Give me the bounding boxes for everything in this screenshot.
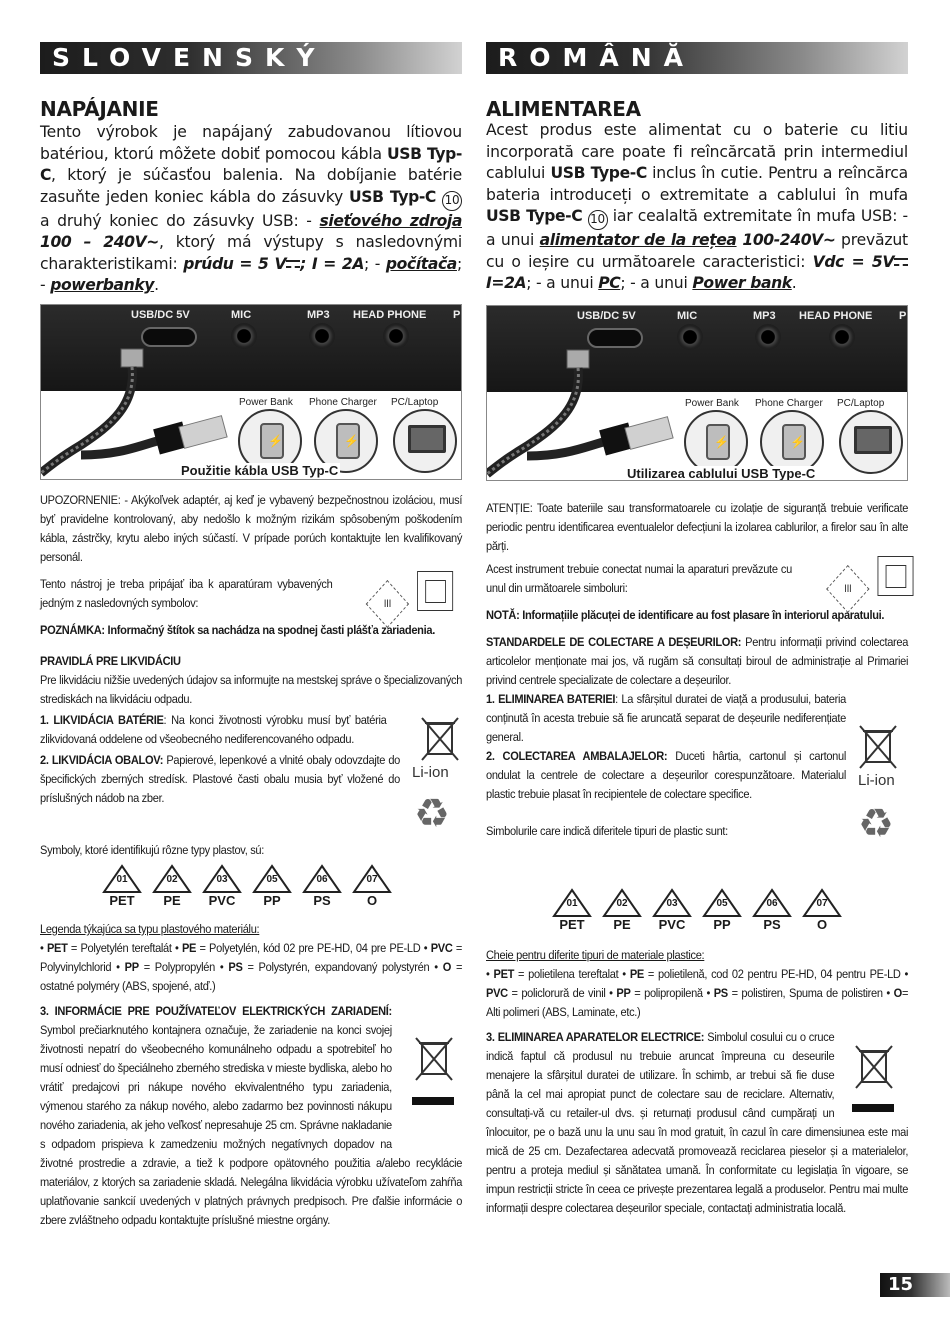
plastic-code-o: 07 O — [352, 864, 392, 908]
port-label: MP3 — [753, 309, 776, 322]
class-2-icon — [878, 556, 914, 596]
port-label: USB/DC 5V — [131, 308, 190, 321]
port-label: MIC — [677, 309, 698, 322]
battery-text: 1. LIKVIDÁCIA BATÉRIE: Na konci životnosti výrobku musí byť batéria zlikvidovaná oddelene od všeobecného nediferencovaného odpadu. — [40, 712, 387, 746]
port-number-badge: 10 — [588, 210, 608, 230]
class-2-icon — [417, 571, 453, 611]
device-label: Phone Charger — [755, 397, 823, 409]
legend-weee-text — [486, 946, 908, 1218]
legend-weee-text — [40, 920, 462, 1230]
crossed-bin-icon — [856, 722, 900, 772]
language-header: ROMÂNĂ — [486, 42, 908, 74]
battery-packaging-row — [486, 690, 908, 826]
crossed-bin-icon — [418, 714, 462, 764]
plastic-intro: Simbolurile care indică diferitele tipuri de plastic sunt: — [486, 823, 728, 838]
plastic-code-pvc: 03 PVC — [202, 864, 242, 908]
weee-bar — [852, 1104, 894, 1112]
section-title: NAPÁJANIE — [40, 97, 159, 121]
recycle-icon: ♻ — [858, 802, 894, 846]
device-label: Power Bank — [239, 396, 293, 408]
class-3-icon: III — [366, 579, 409, 627]
plastic-code-pp: 05 PP — [252, 864, 292, 908]
phone-charger-icon: ⚡ — [314, 409, 378, 473]
warning-text: ATENȚIE: Toate bateriile sau transformatoarele cu izolație de siguranță trebuie verificate periodic pentru identificarea eventualelor defecțiuni la izolarea cablurilor, a firelor sau în alte părți. — [486, 500, 909, 553]
power-intro: Tento výrobok je napájaný zabudovanou lítiovou batériou, ktorú môžete dobiť pomocou kábla USB Typ-C, ktorý je súčasťou balenia. Na dobíjanie batérie zasuňte jeden koniec kábla do zásuvky USB Typ-C 10 a druhý koniec do zásuvky USB: - sieťového zdroja 100 – 240V~, ktorý má výstupy s nasledovnými charakteristikami: prúdu = 5 V ; I = 2A; - počítača; - powerbanky. — [40, 123, 462, 294]
body-text — [40, 491, 462, 860]
plastic-code-o: 07 O — [802, 888, 842, 932]
weee-bin-icon — [412, 1034, 456, 1084]
device-label: Power Bank — [685, 397, 739, 409]
dc-symbol — [286, 260, 300, 268]
photo-caption: Utilizarea cablului USB Type-C — [627, 465, 816, 481]
plastic-code-ps: 06 PS — [752, 888, 792, 932]
battery-packaging-row — [40, 711, 462, 847]
port-label: MP3 — [307, 308, 330, 321]
port-label: P — [899, 309, 907, 322]
connect-row — [486, 560, 908, 598]
plastic-code-pet: 01 PET — [102, 864, 142, 908]
connect-row — [40, 575, 462, 613]
port-label: USB/DC 5V — [577, 309, 636, 322]
usb-c-cable-photo — [486, 305, 908, 481]
plastic-codes — [552, 888, 842, 932]
legend-text: • PET = polietilena tereftalat • PE = polietilenă, cod 02 pentru PE-HD, 04 pentru PE-LD • PVC = policlorură de vinil • PP = polipropilenă • PS = polistiren, Spuma de polistiren • O= Alti polimeri (ABS, Laminate, etc.) — [486, 967, 909, 1019]
connect-text: Acest instrument trebuie conectat numai la aparaturi prevăzute cu unul din următoarele simboluri: — [486, 561, 792, 595]
power-bank-icon: ⚡ — [684, 410, 748, 474]
phone-charger-icon: ⚡ — [760, 410, 824, 474]
dc-symbol — [894, 258, 908, 266]
recycle-icon: ♻ — [414, 792, 450, 836]
battery-text: 1. ELIMINAREA BATERIEI: La sfârșitul duratei de viață a produsului, bateria conținută în acesta trebuie să fie aruncată separat de deșeurile nediferențiate general. — [486, 691, 846, 744]
plastic-code-pe: 02 PE — [152, 864, 192, 908]
plastic-intro: Symboly, ktoré identifikujú rôzne typy plastov, sú: — [40, 842, 265, 857]
usb-c-cable-photo — [40, 304, 462, 480]
device-label: Phone Charger — [309, 396, 377, 408]
disposal-text: Pre likvidáciu nižšie uvedených údajov sa informujte na mestskej správe o špecializovaných strediskách na likvidáciu odpadu. — [40, 672, 463, 706]
plastic-code-pvc: 03 PVC — [652, 888, 692, 932]
plastic-code-ps: 06 PS — [302, 864, 342, 908]
weee-text: 3. INFORMÁCIE PRE POUŽÍVATEĽOV ELEKTRICKÝCH ZARIADENÍ: Symbol prečiarknutého kontajnera označuje, že zariadenie na konci svojej životnosti nepatrí do všeobecného komunálneho odpadu a spotrebiteľ ho musí odniesť do špeciálneho zberného strediska v mieste bydliska, alebo ho vrátiť predajcovi pri nákupe nového ekvivalentného typu zariadenia, výmenou starého za nákup nového, alebo zadarmo bez povinnosti nákupu nového zariadenia, ak jeho veľkosť nepresahuje 25 cm. Správne nakladanie s odpadom prispieva k zamedzeniu možných negatívnych dopadov na životné prostredie a zdravie, a tiež k podpore opätovného použitia a/alebo recyklácie materiálov, z ktorých sa zariadenie skladá. Nelegálna likvidácia výrobku užívateľom zahŕňa uplatňovanie sankcií uvedených v platných právnych predpisoch. Pre ďalšie informácie o zbere zvláštneho odpadu kontaktujte príslušné miestne orgány. — [40, 1004, 463, 1227]
plastic-code-pp: 05 PP — [702, 888, 742, 932]
class-3-icon: III — [826, 564, 869, 612]
port-label: HEAD PHONE — [799, 309, 873, 322]
port-label: HEAD PHONE — [353, 308, 427, 321]
weee-bar — [412, 1097, 454, 1105]
power-intro: Acest produs este alimentat cu o baterie cu litiu incorporată care poate fi reîncărcată prin intermediul cablului USB Type-C inclus în cutie. Pentru a reîncărca bateria introduceți o extremitate a cablului în mufa USB Type-C 10 iar cealaltă extremitate în mufa USB: - a unui alimentator de la rețea 100-240V~ prevăzut cu o ieșire cu următoarele caracteristici: Vdc = 5V I=2A; - a unui PC; - a unui Power bank. — [486, 121, 908, 292]
plastic-codes — [102, 864, 392, 908]
port-label: P — [453, 308, 461, 321]
disposal-text: STANDARDELE DE COLECTARE A DEȘEURILOR: Pentru informații privind colectarea articolelor menționate mai jos, vă rugăm să consultați biroul de administrație al Primariei privind centrele specializate de colectare a deșeurilor. — [486, 634, 909, 687]
port-label: MIC — [231, 308, 252, 321]
plastic-code-pe: 02 PE — [602, 888, 642, 932]
laptop-icon — [393, 409, 457, 473]
page-number: 15 — [880, 1273, 950, 1297]
legend-title: Legenda týkajúca sa typu plastového materiálu: — [40, 922, 260, 936]
photo-caption: Použitie kábla USB Typ-C — [181, 462, 339, 478]
power-bank-icon: ⚡ — [238, 409, 302, 473]
connect-text: Tento nástroj je treba pripájať iba k aparatúram vybavených jedným z nasledovných symbolov: — [40, 576, 333, 610]
packaging-text: 2. LIKVIDÁCIA OBALOV: Papierové, lepenkové a vlnité obaly odovzdajte do špecifických zberných stredísk. Plastové časti obalu musia byť vložené do príslušných nádob na zber. — [40, 752, 401, 805]
li-ion-label: Li-ion — [412, 764, 449, 781]
device-label: PC/Laptop — [837, 397, 885, 409]
port-number-badge: 10 — [442, 191, 462, 211]
plastic-code-pet: 01 PET — [552, 888, 592, 932]
note-text: POZNÁMKA: Informačný štítok sa nachádza na spodnej časti plášťa zariadenia. — [40, 622, 435, 637]
column-slovak — [40, 42, 463, 1227]
disposal-title: PRAVIDLÁ PRE LIKVIDÁCIU — [40, 653, 181, 668]
note-text: NOTĂ: Informațiile plăcuței de identificare au fost plasare în interiorul aparatului. — [486, 607, 885, 622]
laptop-icon — [839, 410, 903, 474]
weee-text: 3. ELIMINAREA APARATELOR ELECTRICE: Simbolul cosului cu o cruce indică faptul că produsul nu trebuie aruncat împreuna cu deseurile menajere la sfârșitul duratei de utilizare. În schimb, ar trebui să fie duse până la cel mai apropiat punct de colectare sau de reciclare. Alternativ, consultați-vă cu retailer-ul dvs. și returnați produsul când cumpărați un înlocuitor, pe o bază unu la unu sau în mod gratuit, în cazul în care dimensiunea este mai mică de 25 cm. Dezafectarea adecvată promovează reciclarea pieselor și a materialelor, pentru a proteja mediul și sănătatea umană. În conformitate cu legislația în vigoare, se impun restricții stricte în ceea ce privește prezentarea legală a produselor. Pentru mai multe informații despre colectarea deșeurilor speciale, contactați administratia locală. — [486, 1030, 909, 1215]
legend-text: • PET = Polyetylén tereftalát • PE = Polyetylén, kód 02 pre PE-HD, 04 pre PE-LD • PVC = Polyvinylchlorid • PP = Polypropylén • PS = Polystyrén, expandovaný polystyrén • O = ostatné polyméry (ABS, spojené, atď.) — [40, 941, 463, 993]
section-title: ALIMENTAREA — [486, 97, 641, 121]
body-text — [486, 499, 908, 841]
device-label: PC/Laptop — [391, 396, 439, 408]
warning-text: UPOZORNENIE: - Akýkoľvek adaptér, aj keď je vybavený bezpečnostnou izoláciou, musí byť pravidelne kontrolovaný, aby nedošlo k možným rizikám spôsobeným poškodením kábla, zástrčky, krytu alebo iných súčastí. V prípade porúch kontaktujte len kvalifikovaný personál. — [40, 492, 463, 564]
packaging-text: 2. COLECTAREA AMBALAJELOR: Duceti hârtia, cartonul și cartonul ondulat la centrele de colectare a deșeurilor corespunzătoare. Materialul plastic trebuie plasat în recipientele de colectare specifice. — [486, 748, 846, 801]
legend-title: Cheie pentru diferite tipuri de materiale plastice: — [486, 948, 705, 962]
weee-bin-icon — [852, 1042, 896, 1092]
column-romanian — [486, 42, 909, 1215]
li-ion-label: Li-ion — [858, 772, 895, 789]
language-header: SLOVENSKÝ — [40, 42, 462, 74]
